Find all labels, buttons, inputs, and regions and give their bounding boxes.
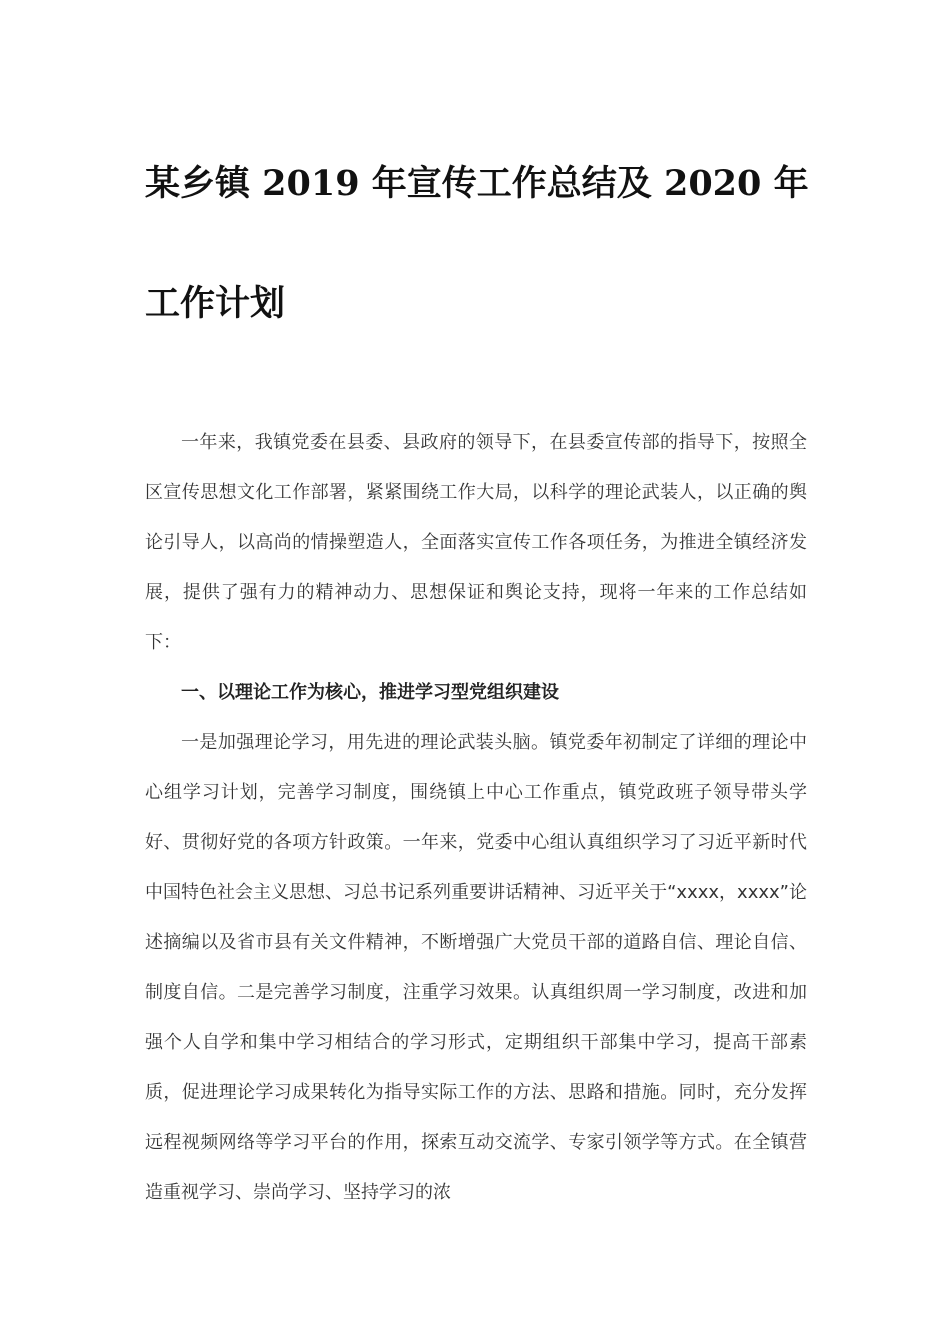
section-heading: 一、以理论工作为核心，推进学习型党组织建设 (181, 682, 559, 703)
intro-paragraph: 一年来，我镇党委在县委、县政府的领导下，在县委宣传部的指导下，按照全区宣传思想文化工作部署，紧紧围绕工作大局，以科学的理论武装人，以正确的舆论引导人，以高尚的情操塑造人，全面落实宣传工作各项任务，为推进全镇经济发展，提供了强有力的精神动力、思想保证和舆论支持，现将一年来的工作总结如下： (145, 432, 807, 653)
document-body (145, 418, 807, 1218)
document-title-line-1: 某乡镇 2019 年宣传工作总结及 2020 年 (145, 163, 809, 204)
document-title-line-2: 工作计划 (145, 283, 286, 324)
body-paragraph: 一是加强理论学习，用先进的理论武装头脑。镇党委年初制定了详细的理论中心组学习计划，完善学习制度，围绕镇上中心工作重点，镇党政班子领导带头学好、贯彻好党的各项方针政策。一年来，党委中心组认真组织学习了习近平新时代中国特色社会主义思想、习总书记系列重要讲话精神、习近平关于“xxxx，xxxx”论述摘编以及省市县有关文件精神，不断增强广大党员干部的道路自信、理论自信、制度自信。二是完善学习制度，注重学习效果。认真组织周一学习制度，改进和加强个人自学和集中学习相结合的学习形式，定期组织干部集中学习，提高干部素质，促进理论学习成果转化为指导实际工作的方法、思路和措施。同时，充分发挥远程视频网络等学习平台的作用，探索互动交流学、专家引领学等方式。在全镇营造重视学习、崇尚学习、坚持学习的浓 (145, 732, 807, 1203)
